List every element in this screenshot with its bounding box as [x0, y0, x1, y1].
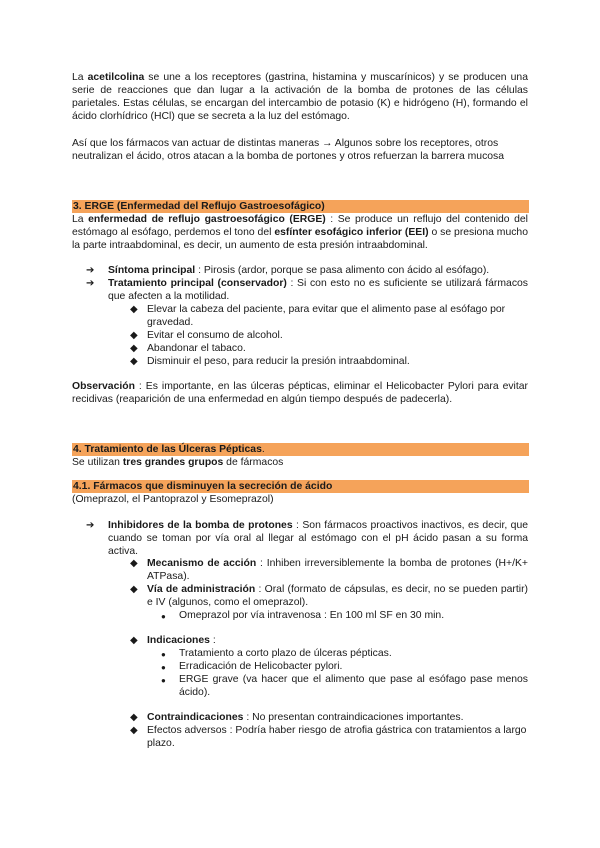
- sub-bullet-efectos: ◆ Efectos adversos : Podría haber riesgo de atrofia gástrica con tratamientos a largo plazo.: [130, 725, 527, 750]
- diamond-bullet-icon: ◆: [130, 343, 138, 354]
- diamond-bullet-icon: ◆: [130, 356, 138, 367]
- intro-paragraph-1: La acetilcolina se une a los receptores (gastrina, histamina y muscarínicos) y se producen una serie de reacciones que dan lugar a la activación de la bomba de protones de las células parietales. Estas células, se encargan del intercambio de potasio (K) e hidrógeno (H), formando el ácido clorhídrico (HCl) que se secreta a la luz del estómago.: [72, 72, 528, 123]
- diamond-bullet-icon: ◆: [130, 304, 138, 315]
- section-4-1-header: 4.1. Fármacos que disminuyen la secreción de ácido: [72, 480, 529, 493]
- bullet-sintoma: ➔ Síntoma principal : Pirosis (ardor, porque se pasa alimento con ácido al esófago).: [86, 265, 490, 276]
- sub-bullet-3: ◆ Abandonar el tabaco.: [130, 343, 246, 354]
- sub-bullet-2: ◆ Evitar el consumo de alcohol.: [130, 330, 283, 341]
- sub-bullet-mecanismo: ◆ Mecanismo de acción : Inhiben irreversiblemente la bomba de protones (H+/K+ ATPasa).: [130, 558, 528, 583]
- dot-bullet-icon: ●: [161, 663, 166, 672]
- diamond-bullet-icon: ◆: [130, 330, 138, 341]
- section-4-intro: Se utilizan tres grandes grupos de fármacos: [72, 457, 284, 468]
- arrow-bullet-icon: ➔: [86, 265, 95, 276]
- diamond-bullet-icon: ◆: [130, 584, 138, 595]
- sub-bullet-1: ◆ Elevar la cabeza del paciente, para evitar que el alimento pase al esófago por gravedad.: [130, 304, 506, 329]
- diamond-bullet-icon: ◆: [130, 558, 138, 569]
- term-acetilcolina: acetilcolina: [87, 72, 145, 83]
- arrow-bullet-icon: ➔: [86, 278, 95, 289]
- bullet-inhibidores: ➔ Inhibidores de la bomba de protones : Son fármacos proactivos inactivos, es decir, que cuando se toman por vía oral al llegar al estómago con el pH ácido pasan a su forma activa.: [86, 520, 529, 558]
- section-4-1-subtitle: (Omeprazol, el Pantoprazol y Esomeprazol): [72, 494, 274, 505]
- dot-bullet-icon: ●: [161, 650, 166, 659]
- sub-bullet-indicaciones: ◆ Indicaciones :: [130, 635, 216, 646]
- dot-bullet-indicacion-3: ● ERGE grave (va hacer que el alimento que pase al esófago pase menos ácido).: [161, 674, 528, 699]
- arrow-bullet-icon: ➔: [86, 520, 95, 531]
- dot-bullet-omeprazol: ● Omeprazol por vía intravenosa : En 100 ml SF en 30 min.: [161, 609, 528, 622]
- sub-bullet-contraindicaciones: ◆ Contraindicaciones : No presentan contraindicaciones importantes.: [130, 712, 464, 723]
- diamond-bullet-icon: ◆: [130, 725, 138, 736]
- sub-bullet-4: ◆ Disminuir el peso, para reducir la presión intraabdominal.: [130, 356, 410, 367]
- section-3-paragraph: La enfermedad de reflujo gastroesofágico (ERGE) : Se produce un reflujo del contenido del estómago al esófago, perdemos el tono del esfínter esofágico inferior (EEI) o se presiona mucho la parte intraabdominal, es decir, un aumento de esta presión intraabdominal.: [72, 214, 528, 252]
- sub-bullet-via: ◆ Vía de administración : Oral (formato de cápsulas, es decir, no se pueden partir) e IV (algunos, como el omeprazol).: [130, 584, 529, 609]
- diamond-bullet-icon: ◆: [130, 635, 138, 646]
- dot-bullet-indicacion-2: ● Erradicación de Helicobacter pylori.: [161, 660, 528, 673]
- section-3-header: 3. ERGE (Enfermedad del Reflujo Gastroesofágico): [72, 200, 529, 213]
- bullet-tratamiento: ➔ Tratamiento principal (conservador) : Si con esto no es suficiente se utilizará fármacos que afecten a la motilidad.: [86, 278, 528, 303]
- dot-bullet-indicacion-1: ● Tratamiento a corto plazo de úlceras pépticas.: [161, 647, 528, 660]
- intro-paragraph-2: Así que los fármacos van actuar de distintas maneras → Algunos sobre los receptores, otros neutralizan el ácido, otros atacan a la bomba de portones y otros refuerzan la barrera mucosa: [72, 138, 505, 163]
- section-4-header: 4. Tratamiento de las Úlceras Pépticas.: [72, 443, 529, 456]
- dot-bullet-icon: ●: [161, 612, 166, 621]
- diamond-bullet-icon: ◆: [130, 712, 138, 723]
- dot-bullet-icon: ●: [161, 676, 166, 685]
- observacion-paragraph: Observación : Es importante, en las úlceras pépticas, eliminar el Helicobacter Pylori para evitar recidivas (reaparición de una enfermedad en algún tiempo después de padecerla).: [72, 381, 528, 406]
